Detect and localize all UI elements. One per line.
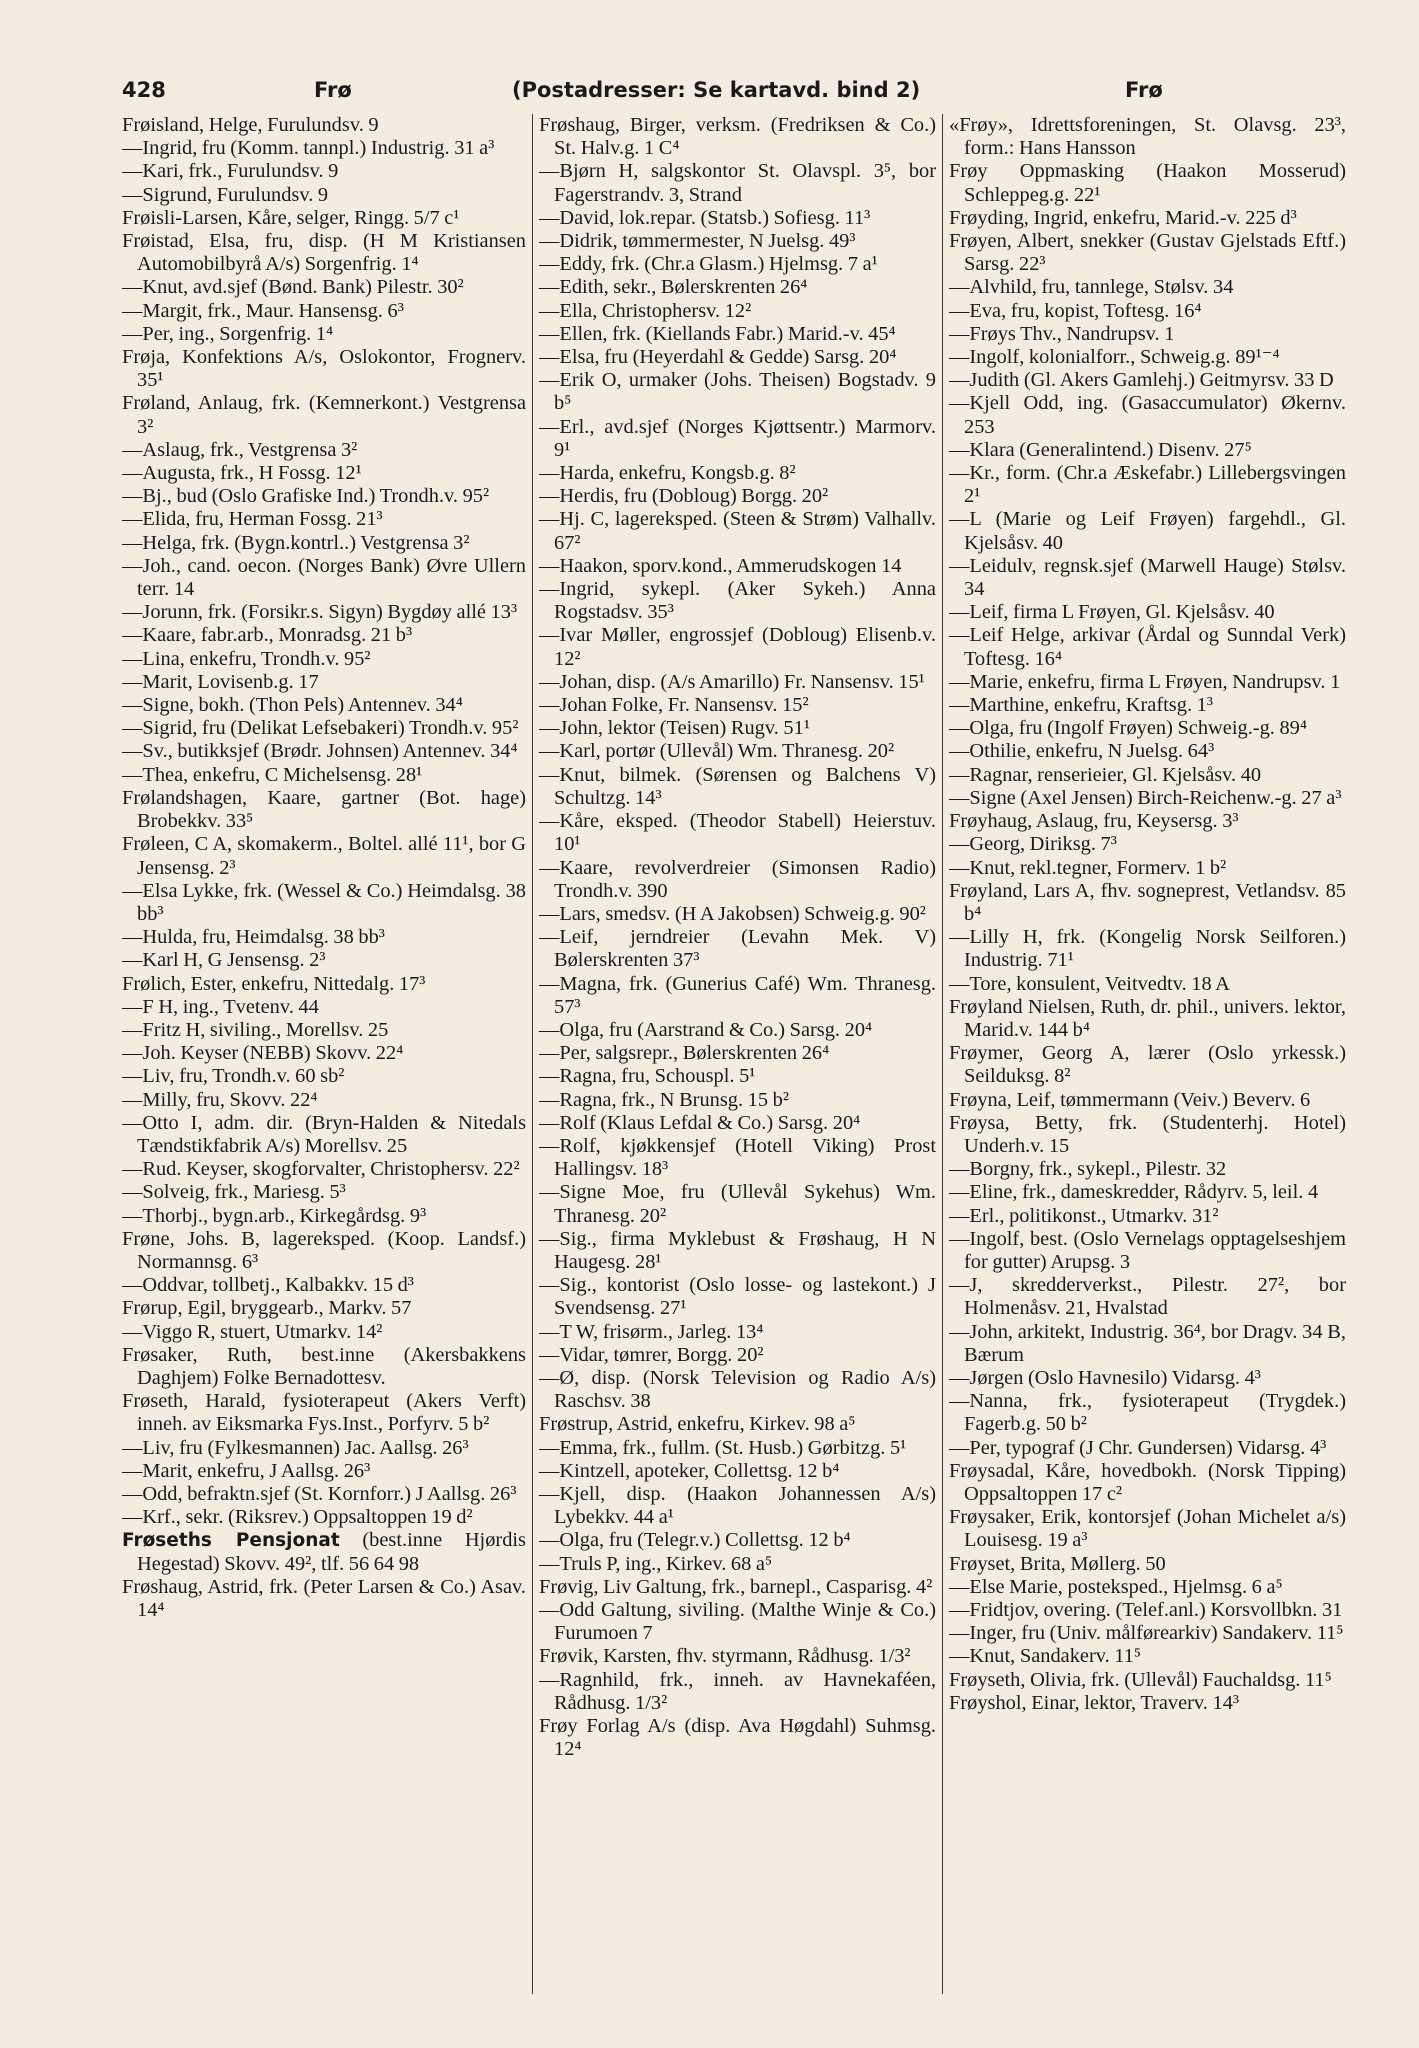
directory-entry: —Ingrid, sykepl. (Aker Sykeh.) Anna Rogstadsv. 35³ xyxy=(539,578,936,624)
directory-entry: Frøysa, Betty, frk. (Studenterhj. Hotel) Underh.v. 15 xyxy=(949,1111,1346,1157)
directory-entry: —Viggo R, stuert, Utmarkv. 14² xyxy=(122,1320,383,1343)
directory-entry: —Liv, fru (Fylkesmannen) Jac. Aallsg. 26³ xyxy=(122,1436,469,1459)
directory-entry: —Per, salgsrepr., Bølerskrenten 26⁴ xyxy=(539,1042,830,1065)
directory-entry: Frøysadal, Kåre, hovedbokh. (Norsk Tipping) Oppsaltoppen 17 c² xyxy=(949,1459,1346,1505)
directory-entry: Frøshaug, Astrid, frk. (Peter Larsen & Co.) Asav. 14⁴ xyxy=(122,1575,526,1621)
directory-entry: —Jorunn, frk. (Forsikr.s. Sigyn) Bygdøy allé 13³ xyxy=(122,601,518,624)
directory-entry: —Jørgen (Oslo Havnesilo) Vidarsg. 4³ xyxy=(949,1366,1261,1389)
directory-entry: —Marie, enkefru, firma L Frøyen, Nandrupsv. 1 xyxy=(949,670,1341,693)
directory-entry: —Ella, Christophersv. 12² xyxy=(539,299,752,322)
directory-entry: —Herdis, fru (Dobloug) Borgg. 20² xyxy=(539,485,829,508)
directory-entry: —Olga, fru (Aarstrand & Co.) Sarsg. 20⁴ xyxy=(539,1018,873,1041)
directory-entry: Frølich, Ester, enkefru, Nittedalg. 17³ xyxy=(122,972,426,995)
directory-entry: Frøvik, Karsten, fhv. styrmann, Rådhusg. 1/3² xyxy=(539,1645,911,1668)
directory-entry: Frøy Forlag A/s (disp. Ava Høgdahl) Suhmsg. 12⁴ xyxy=(539,1715,936,1761)
directory-entry: —Edith, sekr., Bølerskrenten 26⁴ xyxy=(539,276,808,299)
directory-entry: —Aslaug, frk., Vestgrensa 3² xyxy=(122,438,358,461)
directory-entry: —Johan, disp. (A/s Amarillo) Fr. Nansensv. 15¹ xyxy=(539,670,925,693)
directory-entry: —John, arkitekt, Industrig. 36⁴, bor Dragv. 34 B, Bærum xyxy=(949,1320,1346,1366)
directory-entry xyxy=(122,1529,526,1575)
directory-entry: —Vidar, tømrer, Borgg. 20² xyxy=(539,1343,764,1366)
directory-entry: Frøysaker, Erik, kontorsjef (Johan Michelet a/s) Louisesg. 19 a³ xyxy=(949,1506,1346,1552)
directory-entry: —Leif, jerndreier (Levahn Mek. V) Bølerskrenten 37³ xyxy=(539,926,936,972)
directory-entry: —Marit, Lovisenb.g. 17 xyxy=(122,670,319,693)
directory-entry: —Fritz H, siviling., Morellsv. 25 xyxy=(122,1018,389,1041)
directory-entry: —Leidulv, regnsk.sjef (Marwell Hauge) Stølsv. 34 xyxy=(949,554,1346,601)
directory-entry: Frøistad, Elsa, fru, disp. (H M Kristiansen Automobilbyrå A/s) Sorgenfrig. 1⁴ xyxy=(122,230,526,276)
directory-entry: —John, lektor (Teisen) Rugv. 51¹ xyxy=(539,717,810,740)
directory-entry: —Tore, konsulent, Veitvedtv. 18 A xyxy=(949,972,1230,995)
directory-entry: —Erl., avd.sjef (Norges Kjøttsentr.) Marmorv. 9¹ xyxy=(539,415,936,461)
directory-entry: —Augusta, frk., H Fossg. 12¹ xyxy=(122,462,362,485)
directory-entry: —Joh. Keyser (NEBB) Skovv. 22⁴ xyxy=(122,1042,404,1065)
directory-entry: —Ingolf, best. (Oslo Vernelags opptagelseshjem for gutter) Arupsg. 3 xyxy=(949,1227,1346,1273)
directory-entry: —Borgny, frk., sykepl., Pilestr. 32 xyxy=(949,1158,1227,1181)
header-left-keyword: Frø xyxy=(314,78,352,102)
directory-entry: Frøymer, Georg A, lærer (Oslo yrkessk.) Seilduksg. 8² xyxy=(949,1042,1346,1088)
directory-entry: —Otto I, adm. dir. (Bryn-Halden & Nitedals Tændstikfabrik A/s) Morellsv. 25 xyxy=(122,1111,526,1157)
directory-entry: —Margit, frk., Maur. Hansensg. 6³ xyxy=(122,299,404,322)
directory-entry: —Sv., butikksjef (Brødr. Johnsen) Antennev. 34⁴ xyxy=(122,740,518,763)
directory-entry: —Knut, rekl.tegner, Formerv. 1 b² xyxy=(949,856,1227,879)
directory-entry: —Ragnhild, frk., inneh. av Havnekaféen, Rådhusg. 1/3² xyxy=(539,1668,936,1714)
directory-entry: Frøleen, C A, skomakerm., Boltel. allé 11¹, bor G Jensensg. 2³ xyxy=(122,833,526,879)
directory-entry: —Knut, avd.sjef (Bønd. Bank) Pilestr. 30² xyxy=(122,276,464,299)
entry-details: (best.inne Hjørdis Hegestad) Skovv. 49², tlf. 56 64 98 xyxy=(137,1529,526,1575)
directory-entry: Frøisli-Larsen, Kåre, selger, Ringg. 5/7 c¹ xyxy=(122,206,460,229)
directory-entry: —Per, typograf (J Chr. Gundersen) Vidarsg. 4³ xyxy=(949,1436,1327,1459)
directory-entry: —Leif Helge, arkivar (Årdal og Sunndal Verk) Toftesg. 16⁴ xyxy=(949,624,1346,670)
directory-entry: Frørup, Egil, bryggearb., Markv. 57 xyxy=(122,1297,412,1320)
directory-entry: —Per, ing., Sorgenfrig. 1⁴ xyxy=(122,322,334,345)
entry-bold-name: Frøseths Pensjonat xyxy=(122,1530,340,1552)
directory-entry: —Sig., kontorist (Oslo losse- og lastekont.) J Svendsensg. 27¹ xyxy=(539,1274,936,1320)
header-center-note: (Postadresser: Se kartavd. bind 2) xyxy=(512,78,921,102)
directory-entry: —Helga, frk. (Bygn.kontrl..) Vestgrensa 3² xyxy=(122,531,470,554)
directory-entry: —Ingrid, fru (Komm. tannpl.) Industrig. 31 a³ xyxy=(122,137,495,160)
directory-entry: —Kjell Odd, ing. (Gasaccumulator) Økernv. 253 xyxy=(949,392,1346,438)
directory-entry: —Elsa Lykke, frk. (Wessel & Co.) Heimdalsg. 38 bb³ xyxy=(122,879,526,925)
directory-entry: —T W, frisørm., Jarleg. 13⁴ xyxy=(539,1320,764,1343)
directory-entry: —Ø, disp. (Norsk Television og Radio A/s) Raschsv. 38 xyxy=(539,1366,936,1413)
directory-entry: —Kr., form. (Chr.a Æskefabr.) Lillebergsvingen 2¹ xyxy=(949,462,1346,508)
directory-entry: —Joh., cand. oecon. (Norges Bank) Øvre Ullern terr. 14 xyxy=(122,554,526,601)
directory-entry: —Rolf, kjøkkensjef (Hotell Viking) Prost Hallingsv. 18³ xyxy=(539,1134,936,1181)
directory-entry: Frøstrup, Astrid, enkefru, Kirkev. 98 a⁵ xyxy=(539,1413,856,1436)
directory-entry: —Krf., sekr. (Riksrev.) Oppsaltoppen 19 d² xyxy=(122,1506,473,1529)
directory-entry: —Marit, enkefru, J Aallsg. 26³ xyxy=(122,1459,371,1482)
directory-entry: Frøyding, Ingrid, enkefru, Marid.-v. 225 d³ xyxy=(949,206,1297,229)
directory-entry: Frøyseth, Olivia, frk. (Ullevål) Fauchaldsg. 11⁵ xyxy=(949,1668,1332,1691)
directory-entry: —Eline, frk., dameskredder, Rådyrv. 5, leil. 4 xyxy=(949,1181,1319,1204)
directory-entry: —Haakon, sporv.kond., Ammerudskogen 14 xyxy=(539,554,902,577)
directory-entry: —J, skredderverkst., Pilestr. 27², bor Holmenåsv. 21, Hvalstad xyxy=(949,1274,1346,1320)
directory-entry: —Ragna, fru, Schouspl. 5¹ xyxy=(539,1065,756,1088)
directory-entry: —Judith (Gl. Akers Gamlehj.) Geitmyrsv. 33 D xyxy=(949,369,1334,392)
directory-entry: Frølandshagen, Kaare, gartner (Bot. hage) Brobekkv. 33⁵ xyxy=(122,786,526,833)
directory-entry: Frøyset, Brita, Møllerg. 50 xyxy=(949,1552,1166,1575)
directory-entry: Frøyhaug, Aslaug, fru, Keysersg. 3³ xyxy=(949,810,1239,833)
directory-entry: —Rolf (Klaus Lefdal & Co.) Sarsg. 20⁴ xyxy=(539,1111,861,1134)
directory-entry: —Ivar Møller, engrossjef (Dobloug) Elisenb.v. 12² xyxy=(539,624,936,670)
directory-entry: Frøvig, Liv Galtung, frk., barnepl., Casparisg. 4² xyxy=(539,1575,933,1598)
directory-entry: —David, lok.repar. (Statsb.) Sofiesg. 11³ xyxy=(539,206,871,229)
page-header xyxy=(122,70,1379,114)
directory-entry: —Olga, fru (Ingolf Frøyen) Schweig.-g. 89⁴ xyxy=(949,717,1307,740)
directory-entry: —Fridtjov, overing. (Telef.anl.) Korsvollbkn. 31 xyxy=(949,1599,1343,1621)
directory-entry: —Kåre, eksped. (Theodor Stabell) Heierstuv. 10¹ xyxy=(539,810,936,856)
directory-entry: —Othilie, enkefru, N Juelsg. 64³ xyxy=(949,740,1215,763)
directory-entry: —Thorbj., bygn.arb., Kirkegårdsg. 9³ xyxy=(122,1204,427,1227)
directory-entry: —Elida, fru, Herman Fossg. 21³ xyxy=(122,508,383,531)
directory-entry: —Harda, enkefru, Kongsb.g. 8² xyxy=(539,462,796,485)
directory-entry: —Sigrund, Furulundsv. 9 xyxy=(122,183,329,206)
directory-entry: Frøne, Johs. B, lagereksped. (Koop. Landsf.) Normannsg. 6³ xyxy=(122,1227,526,1273)
column-1 xyxy=(122,114,532,1994)
directory-entry: Frøseth, Harald, fysioterapeut (Akers Verft) inneh. av Eiksmarka Fys.Inst., Porfyrv. 5 b² xyxy=(122,1390,526,1436)
directory-entry: —Eddy, frk. (Chr.a Glasm.) Hjelmsg. 7 a¹ xyxy=(539,253,878,276)
directory-entry: Frøsaker, Ruth, best.inne (Akersbakkens Daghjem) Folke Bernadottesv. xyxy=(122,1343,526,1389)
directory-entry: —Thea, enkefru, C Michelsensg. 28¹ xyxy=(122,763,423,786)
directory-entry: Frøshaug, Birger, verksm. (Fredriksen & Co.) St. Halv.g. 1 C⁴ xyxy=(539,114,936,160)
directory-entry: Frøyland Nielsen, Ruth, dr. phil., univers. lektor, Marid.v. 144 b⁴ xyxy=(949,995,1346,1041)
directory-entry: —Klara (Generalintend.) Disenv. 27⁵ xyxy=(949,438,1252,461)
directory-entry: —Hulda, fru, Heimdalsg. 38 bb³ xyxy=(122,926,385,949)
directory-entry: —Ellen, frk. (Kiellands Fabr.) Marid.-v. 45⁴ xyxy=(539,322,896,345)
directory-entry: —Hj. C, lagereksped. (Steen & Strøm) Valhallv. 67² xyxy=(539,508,936,554)
directory-entry: —Inger, fru (Univ. målførearkiv) Sandakerv. 11⁵ xyxy=(949,1622,1344,1645)
directory-entry: Frøland, Anlaug, frk. (Kemnerkont.) Vestgrensa 3² xyxy=(122,392,526,438)
directory-entry: —F H, ing., Tvetenv. 44 xyxy=(122,995,319,1018)
directory-entry: —Frøys Thv., Nandrupsv. 1 xyxy=(949,322,1175,345)
directory-entry: —Lilly H, frk. (Kongelig Norsk Seilforen.) Industrig. 71¹ xyxy=(949,926,1346,972)
directory-entry: —Alvhild, fru, tannlege, Stølsv. 34 xyxy=(949,276,1234,299)
directory-entry: —Kintzell, apoteker, Collettsg. 12 b⁴ xyxy=(539,1459,840,1482)
directory-entry: —Lars, smedsv. (H A Jakobsen) Schweig.g. 90² xyxy=(539,902,926,925)
directory-entry: —Odd Galtung, siviling. (Malthe Winje & Co.) Furumoen 7 xyxy=(539,1599,936,1645)
directory-entry: —Signe (Axel Jensen) Birch-Reichenw.-g. 27 a³ xyxy=(949,786,1342,809)
directory-entry: —Emma, frk., fullm. (St. Husb.) Gørbitzg. 5¹ xyxy=(539,1436,907,1459)
directory-entry: «Frøy», Idrettsforeningen, St. Olavsg. 23³, form.: Hans Hansson xyxy=(949,114,1346,160)
directory-entry: —Rud. Keyser, skogforvalter, Christophersv. 22² xyxy=(122,1158,520,1181)
directory-entry: Frøyshol, Einar, lektor, Traverv. 14³ xyxy=(949,1691,1239,1714)
directory-entry: —Didrik, tømmermester, N Juelsg. 49³ xyxy=(539,230,856,253)
page-number: 428 xyxy=(122,78,166,102)
directory-entry: —Ingolf, kolonialforr., Schweig.g. 89¹⁻⁴ xyxy=(949,346,1280,369)
directory-entry: Frøyland, Lars A, fhv. sogneprest, Vetlandsv. 85 b⁴ xyxy=(949,879,1346,925)
directory-entry: Frøyen, Albert, snekker (Gustav Gjelstads Eftf.) Sarsg. 22³ xyxy=(949,230,1346,276)
directory-entry: —Kaare, fabr.arb., Monradsg. 21 b³ xyxy=(122,624,413,647)
directory-entry: —Bj., bud (Oslo Grafiske Ind.) Trondh.v. 95² xyxy=(122,485,490,508)
directory-entry: —Milly, fru, Skovv. 22⁴ xyxy=(122,1088,318,1111)
directory-entry: Frøisland, Helge, Furulundsv. 9 xyxy=(122,114,379,136)
column-3 xyxy=(942,114,1352,1994)
directory-entry: —Liv, fru, Trondh.v. 60 sb² xyxy=(122,1065,345,1088)
directory-entry: —Georg, Diriksg. 7³ xyxy=(949,833,1117,856)
directory-entry: —Ragnar, renserieier, Gl. Kjelsåsv. 40 xyxy=(949,763,1262,786)
directory-entry: —Lina, enkefru, Trondh.v. 95² xyxy=(122,647,371,670)
header-right-keyword: Frø xyxy=(1125,78,1163,102)
directory-entry: —Ragna, frk., N Brunsg. 15 b² xyxy=(539,1088,789,1111)
directory-entry: —Magna, frk. (Gunerius Café) Wm. Thranesg. 57³ xyxy=(539,972,936,1018)
directory-entry: —L (Marie og Leif Frøyen) fargehdl., Gl. Kjelsåsv. 40 xyxy=(949,508,1346,554)
directory-entry: —Eva, fru, kopist, Toftesg. 16⁴ xyxy=(949,299,1202,322)
directory-entry: —Truls P, ing., Kirkev. 68 a⁵ xyxy=(539,1552,773,1575)
directory-entry: —Solveig, frk., Mariesg. 5³ xyxy=(122,1181,346,1204)
directory-entry: —Kaare, revolverdreier (Simonsen Radio) Trondh.v. 390 xyxy=(539,856,936,902)
directory-entry: Frøja, Konfektions A/s, Oslokontor, Frognerv. 35¹ xyxy=(122,346,526,392)
directory-entry: —Erl., politikonst., Utmarkv. 31² xyxy=(949,1204,1219,1227)
directory-entry: —Sigrid, fru (Delikat Lefsebakeri) Trondh.v. 95² xyxy=(122,717,519,740)
directory-entry: —Bjørn H, salgskontor St. Olavspl. 3⁵, bor Fagerstrandv. 3, Strand xyxy=(539,160,936,206)
directory-entry: —Johan Folke, Fr. Nansensv. 15² xyxy=(539,694,809,717)
directory-entry: Frøyna, Leif, tømmermann (Veiv.) Beverv. 6 xyxy=(949,1088,1311,1111)
directory-entry: —Signe Moe, fru (Ullevål Sykehus) Wm. Thranesg. 20² xyxy=(539,1181,936,1227)
directory-entry: —Erik O, urmaker (Johs. Theisen) Bogstadv. 9 b⁵ xyxy=(539,369,936,415)
column-2 xyxy=(532,114,942,1994)
directory-entry: —Karl H, G Jensensg. 2³ xyxy=(122,949,326,972)
directory-entry: —Knut, bilmek. (Sørensen og Balchens V) Schultzg. 14³ xyxy=(539,763,936,809)
directory-entry: —Karl, portør (Ullevål) Wm. Thranesg. 20² xyxy=(539,740,895,763)
directory-entry: —Marthine, enkefru, Kraftsg. 1³ xyxy=(949,694,1213,717)
directory-entry: —Else Marie, posteksped., Hjelmsg. 6 a⁵ xyxy=(949,1575,1283,1598)
directory-columns xyxy=(122,114,1379,1994)
directory-entry: —Odd, befraktn.sjef (St. Kornforr.) J Aallsg. 26³ xyxy=(122,1482,517,1505)
directory-entry: —Leif, firma L Frøyen, Gl. Kjelsåsv. 40 xyxy=(949,601,1275,624)
directory-entry: —Elsa, fru (Heyerdahl & Gedde) Sarsg. 20⁴ xyxy=(539,346,897,369)
directory-entry: —Knut, Sandakerv. 11⁵ xyxy=(949,1645,1142,1668)
directory-entry: —Signe, bokh. (Thon Pels) Antennev. 34⁴ xyxy=(122,694,463,717)
directory-entry: —Nanna, frk., fysioterapeut (Trygdek.) Fagerb.g. 50 b² xyxy=(949,1390,1346,1436)
directory-entry: —Oddvar, tollbetj., Kalbakkv. 15 d³ xyxy=(122,1274,414,1297)
directory-entry: —Kjell, disp. (Haakon Johannessen A/s) Lybekkv. 44 a¹ xyxy=(539,1482,936,1529)
directory-entry: —Kari, frk., Furulundsv. 9 xyxy=(122,160,339,183)
directory-entry: —Sig., firma Myklebust & Frøshaug, H N Haugesg. 28¹ xyxy=(539,1227,936,1273)
directory-entry: Frøy Oppmasking (Haakon Mosserud) Schleppeg.g. 22¹ xyxy=(949,160,1346,206)
directory-entry: —Olga, fru (Telegr.v.) Collettsg. 12 b⁴ xyxy=(539,1529,851,1552)
